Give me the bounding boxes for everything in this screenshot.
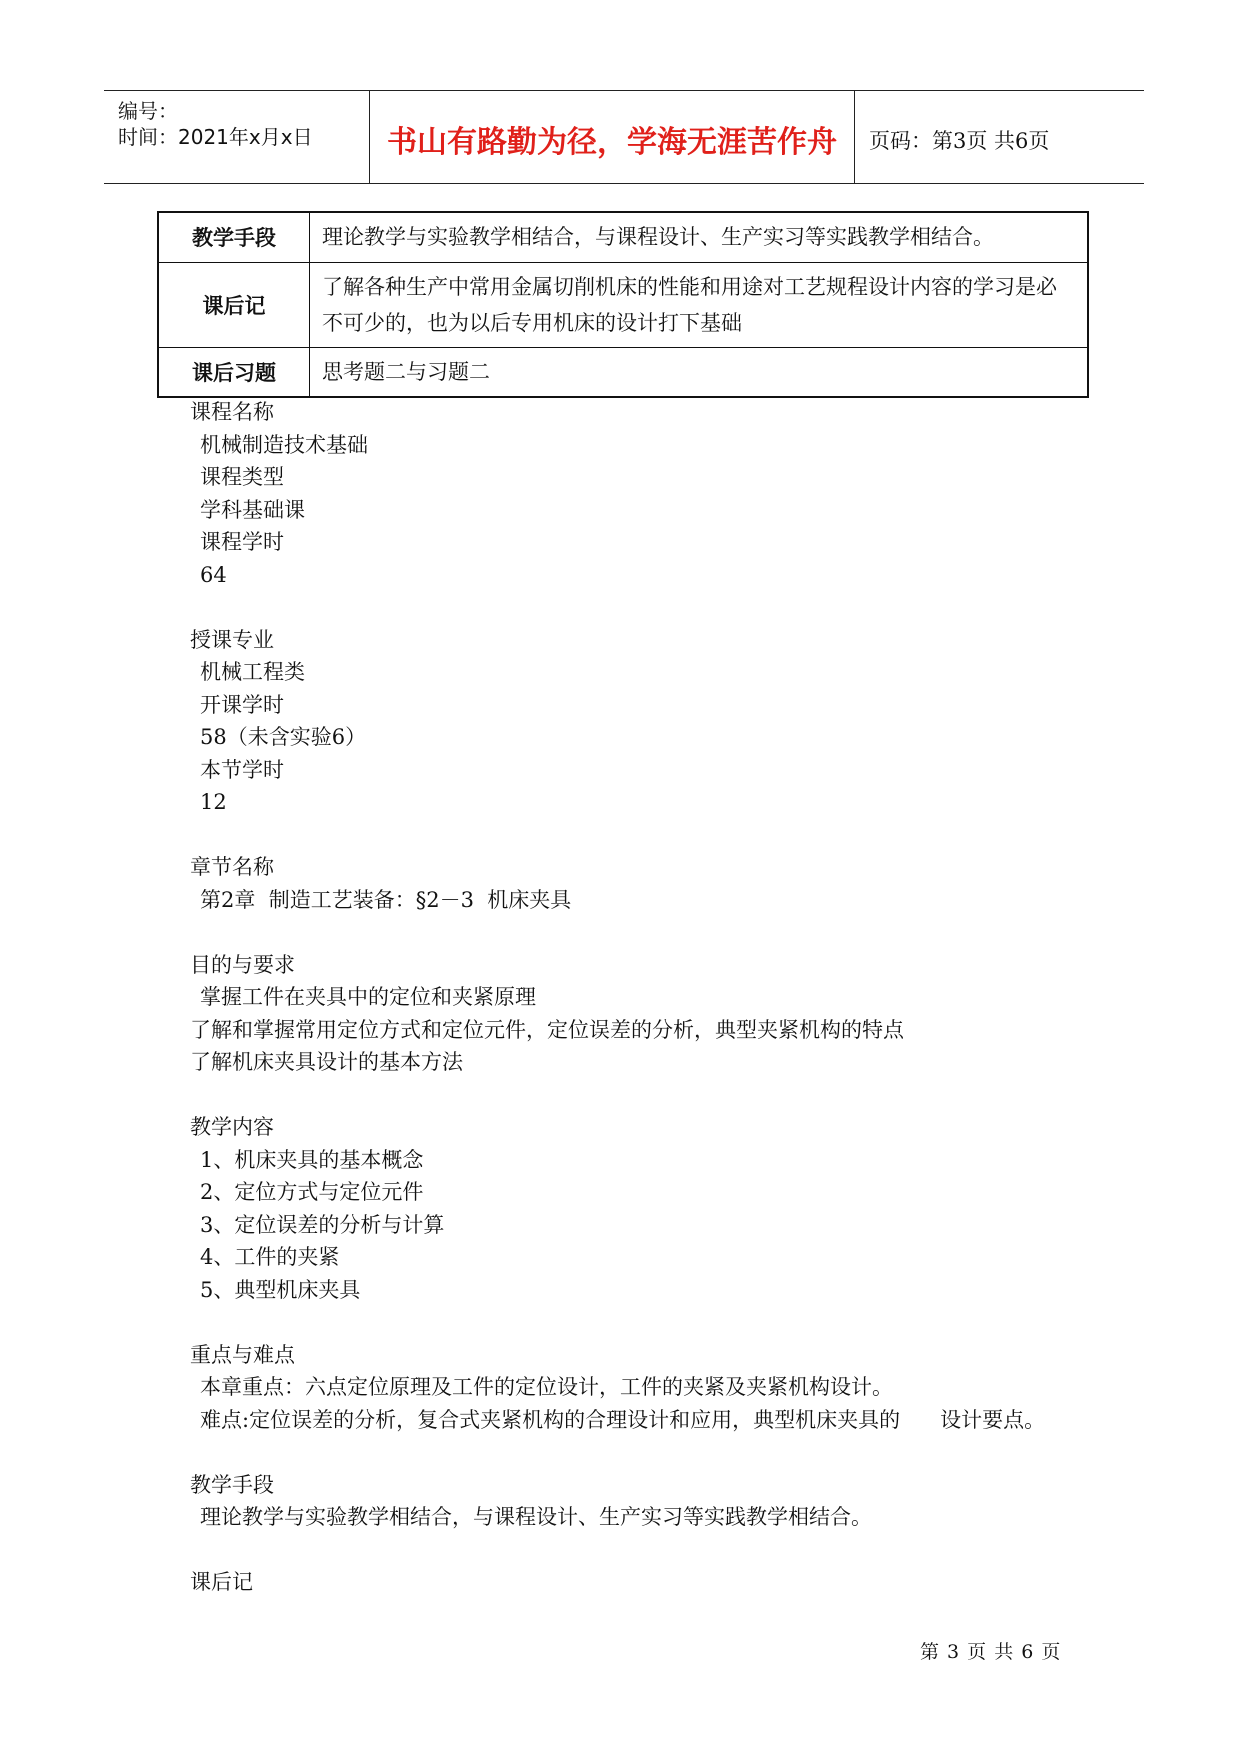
open-hours: 58（未含实验6） (200, 725, 367, 749)
goal-item: 掌握工件在夹具中的定位和夹紧原理 (200, 985, 536, 1009)
content-item: 3、定位误差的分析与计算 (200, 1212, 445, 1237)
number-label: 编号： (118, 99, 178, 123)
notes-label: 课后记 (190, 1570, 253, 1594)
open-hours-label: 开课学时 (200, 692, 284, 717)
content-item: 1、机床夹具的基本概念 (200, 1147, 424, 1172)
difficulties: 难点:定位误差的分析，复合式夹紧机构的合理设计和应用，典型机床夹具的 设计要点。 (200, 1407, 1046, 1432)
goal-item: 了解机床夹具设计的基本方法 (190, 1050, 463, 1074)
content-item: 4、工件的夹紧 (200, 1245, 340, 1269)
table-key: 课后习题 (158, 347, 310, 397)
course-name-label: 课程名称 (190, 400, 274, 424)
chapter-label: 章节名称 (190, 855, 274, 879)
course-hours: 64 (200, 562, 227, 587)
key-points-label: 重点与难点 (190, 1342, 295, 1367)
chapter: 第2章 制造工艺装备：§2－3 机床夹具 (200, 887, 572, 912)
table-value: 了解各种生产中常用金属切削机床的性能和用途对工艺规程设计内容的学习是必不可少的，也为以后专用机床的设计打下基础 (310, 262, 1089, 347)
goal-item: 了解和掌握常用定位方式和定位元件，定位误差的分析，典型夹紧机构的特点 (190, 1017, 904, 1042)
summary-table (157, 211, 1089, 398)
header-page-cell (855, 91, 1144, 183)
content-item: 2、定位方式与定位元件 (200, 1180, 424, 1204)
page-code: 页码：第3页 共6页 (869, 129, 1050, 153)
page-header (104, 90, 1144, 184)
motto: 书山有路勤为径，学海无涯苦作舟 (387, 125, 837, 160)
major: 机械工程类 (200, 660, 305, 684)
table-key: 教学手段 (158, 212, 310, 262)
table-key: 课后记 (158, 262, 310, 347)
table-row (158, 262, 1088, 347)
header-motto-cell (370, 91, 855, 183)
table-row (158, 347, 1088, 397)
content-label: 教学内容 (190, 1115, 274, 1139)
course-name: 机械制造技术基础 (200, 432, 368, 457)
table-value: 理论教学与实验教学相结合，与课程设计、生产实习等实践教学相结合。 (310, 212, 1089, 262)
key-points: 本章重点：六点定位原理及工件的定位设计，工件的夹紧及夹紧机构设计。 (200, 1375, 893, 1399)
course-type: 学科基础课 (200, 497, 305, 522)
method-label: 教学手段 (190, 1472, 274, 1497)
page-footer: 第 3 页 共 6 页 (920, 1641, 1062, 1663)
section-hours-label: 本节学时 (200, 757, 284, 782)
major-label: 授课专业 (190, 627, 274, 652)
course-hours-label: 课程学时 (200, 530, 284, 554)
document-body (190, 396, 1130, 1599)
table-row (158, 212, 1088, 262)
section-hours: 12 (200, 790, 227, 814)
content-item: 5、典型机床夹具 (200, 1277, 361, 1302)
course-type-label: 课程类型 (200, 465, 284, 489)
time-label: 时间：2021年x月x日 (118, 125, 313, 149)
table-value: 思考题二与习题二 (310, 347, 1089, 397)
method: 理论教学与实验教学相结合，与课程设计、生产实习等实践教学相结合。 (200, 1505, 872, 1529)
goals-label: 目的与要求 (190, 952, 295, 977)
header-info-cell (104, 91, 370, 183)
